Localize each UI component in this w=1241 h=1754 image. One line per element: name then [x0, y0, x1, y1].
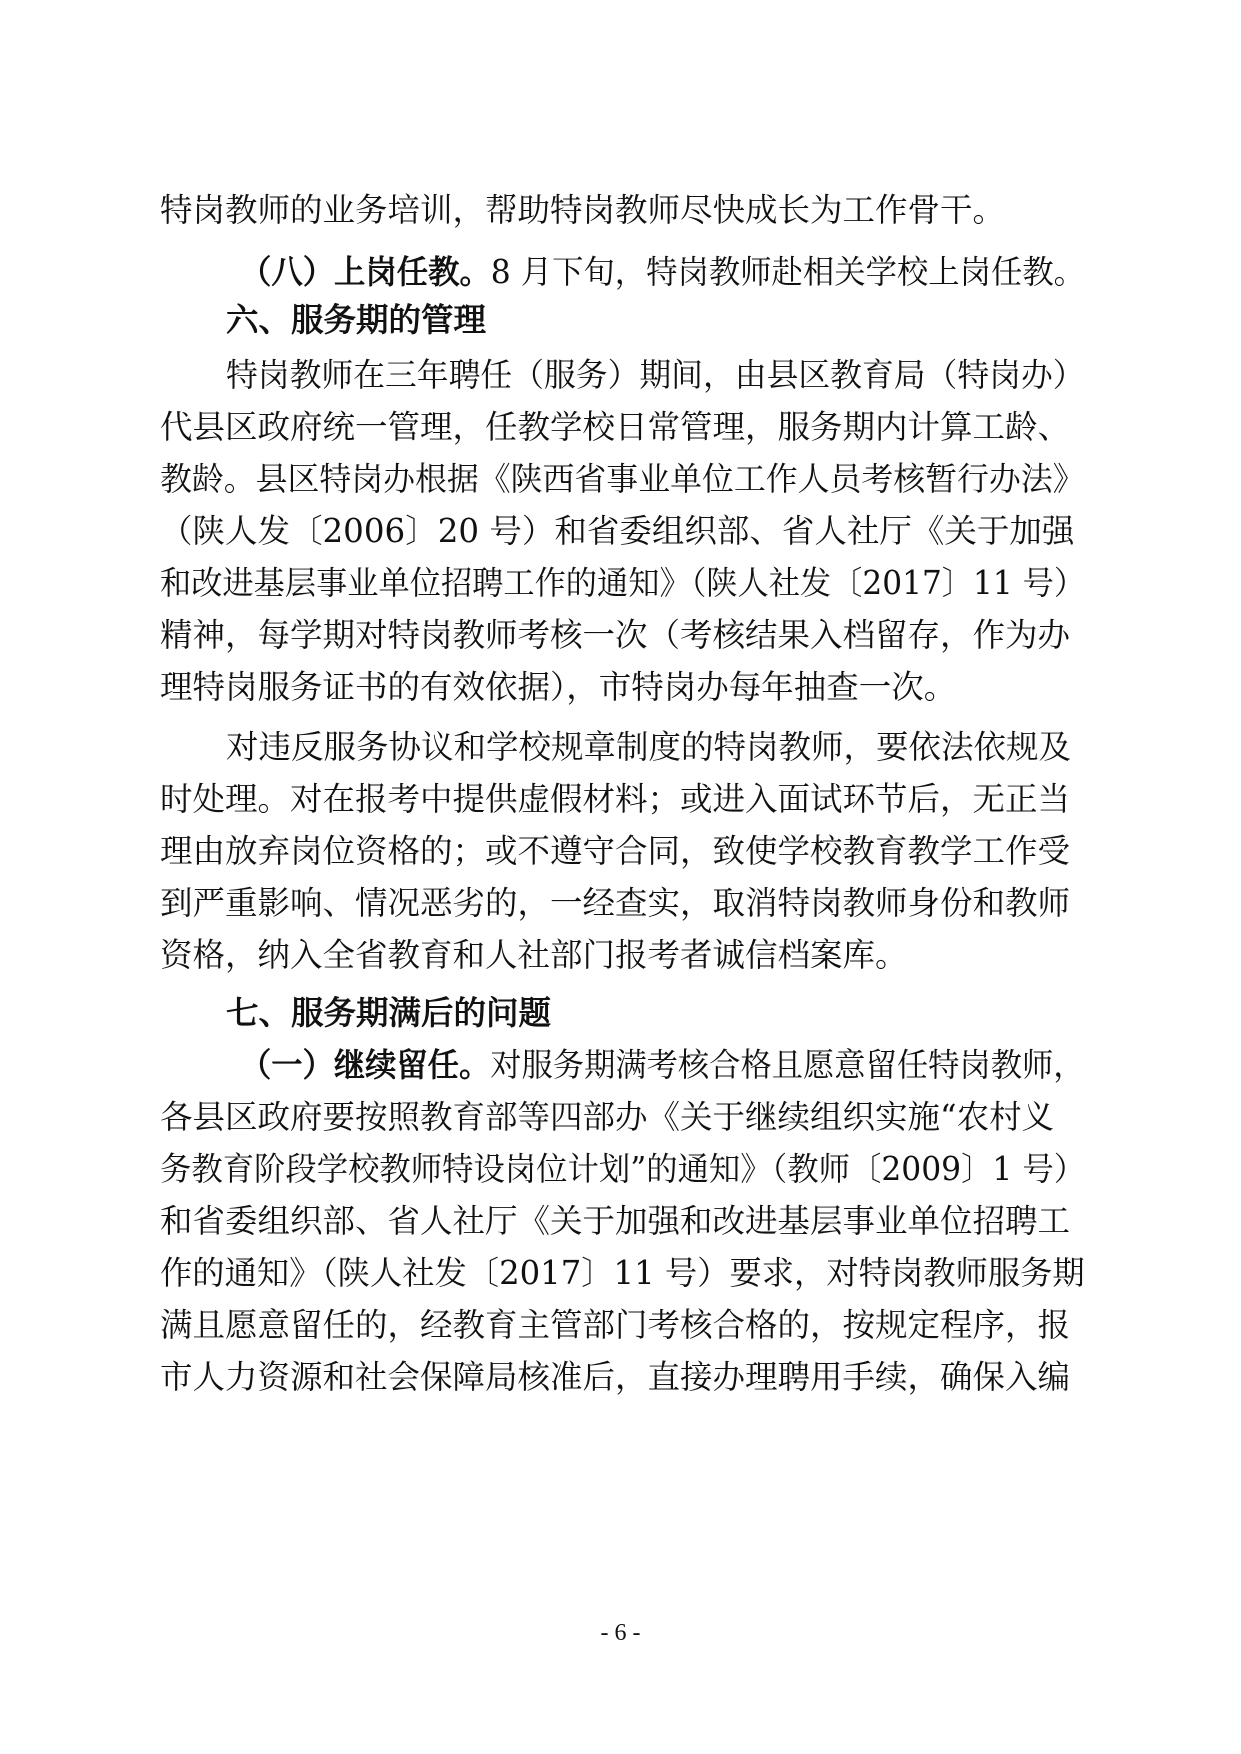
body-line: 理特岗服务证书的有效依据），市特岗办每年抽查一次。 [160, 668, 957, 706]
body-line: 市人力资源和社会保障局核准后，直接办理聘用手续，确保入编 [160, 1358, 1071, 1396]
item-heading-shanggang: （八）上岗任教。 [240, 253, 491, 291]
body-line [240, 252, 1085, 292]
item-heading-liuren: （一）继续留任。 [240, 1046, 491, 1084]
section-heading-6: 六、服务期的管理 [226, 301, 487, 339]
body-line: 对违反服务协议和学校规章制度的特岗教师，要依法依规及 [226, 728, 1072, 766]
body-line: 特岗教师在三年聘任（服务）期间，由县区教育局（特岗办） [226, 356, 1085, 394]
body-line: 时处理。对在报考中提供虚假材料；或进入面试环节后，无正当 [160, 780, 1071, 818]
body-line: 作的通知》（陕人社发〔2017〕11 号）要求，对特岗教师服务期 [160, 1254, 1085, 1292]
page-number: - 6 - [600, 1620, 641, 1646]
body-line: 和改进基层事业单位招聘工作的通知》（陕人社发〔2017〕11 号） [160, 564, 1086, 602]
body-line: 和省委组织部、省人社厅《关于加强和改进基层事业单位招聘工 [160, 1202, 1071, 1240]
body-line: 务教育阶段学校教师特设岗位计划”的通知》（教师〔2009〕1 号） [160, 1150, 1086, 1188]
body-line: 资格，纳入全省教育和人社部门报考者诚信档案库。 [160, 936, 908, 974]
section-heading-7: 七、服务期满后的问题 [226, 994, 552, 1032]
body-line: 代县区政府统一管理，任教学校日常管理，服务期内计算工龄、 [160, 408, 1071, 446]
body-line: 各县区政府要按照教育部等四部办《关于继续组织实施“农村义 [160, 1098, 1055, 1136]
body-line: 特岗教师的业务培训，帮助特岗教师尽快成长为工作骨干。 [160, 191, 1006, 229]
item-text: 8 月下旬，特岗教师赴相关学校上岗任教。 [490, 253, 1086, 291]
body-line: 教龄。县区特岗办根据《陕西省事业单位工作人员考核暂行办法》 [160, 460, 1085, 498]
body-line: 理由放弃岗位资格的；或不遵守合同，致使学校教育教学工作受 [160, 832, 1071, 870]
body-line: 到严重影响、情况恶劣的，一经查实，取消特岗教师身份和教师 [160, 884, 1071, 922]
body-line: （陕人发〔2006〕20 号）和省委组织部、省人社厅《关于加强 [160, 512, 1075, 550]
item-text: 对服务期满考核合格且愿意留任特岗教师， [490, 1046, 1085, 1084]
body-line [240, 1045, 1085, 1085]
body-line: 满且愿意留任的，经教育主管部门考核合格的，按规定程序，报 [160, 1306, 1071, 1344]
body-line: 精神，每学期对特岗教师考核一次（考核结果入档留存，作为办 [160, 616, 1071, 654]
